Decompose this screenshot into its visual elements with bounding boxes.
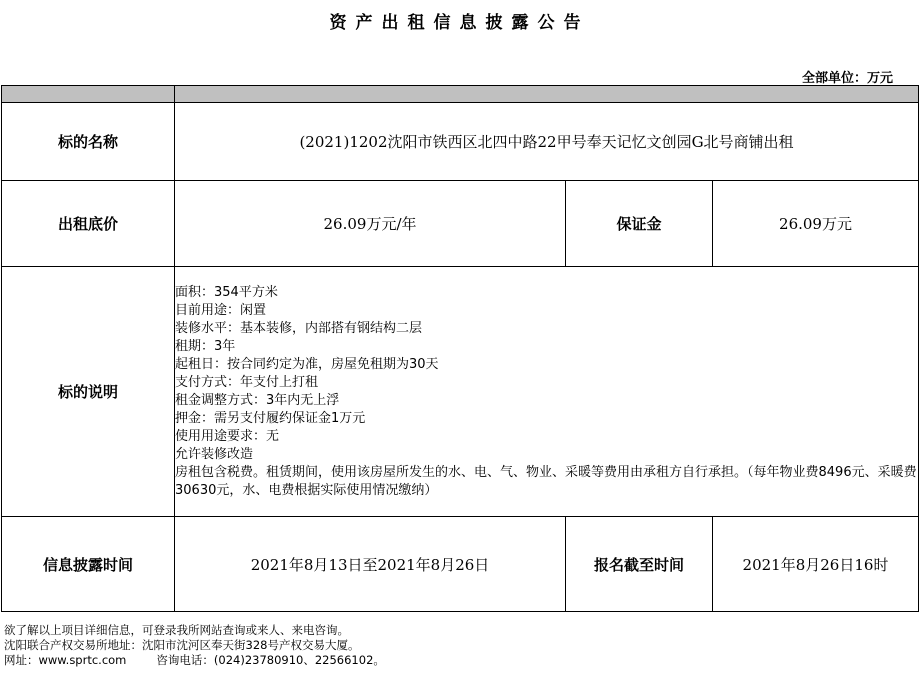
- footer-line-address: 沈阳联合产权交易所地址：沈阳市沈河区奉天街328号产权交易大厦。: [4, 638, 360, 652]
- footer-line-inquiry: 欲了解以上项目详细信息，可登录我所网站查询或来人、来电咨询。: [4, 623, 349, 637]
- deadline-label: 报名截至时间: [566, 517, 713, 612]
- row-description: [2, 267, 919, 517]
- deposit-label: 保证金: [566, 181, 713, 267]
- website-text: 网址：www.sprtc.com: [4, 653, 127, 667]
- header-cell: [175, 86, 919, 103]
- info-table: [1, 85, 919, 612]
- deposit-value: 26.09万元: [713, 181, 919, 267]
- name-label: 标的名称: [2, 103, 175, 181]
- description-label: 标的说明: [2, 267, 175, 517]
- description-line: 允许装修改造: [175, 446, 254, 462]
- description-line: 装修水平：基本装修，内部搭有钢结构二层: [175, 320, 423, 336]
- description-line: 租期：3年: [175, 338, 236, 354]
- footer-notes: [4, 623, 385, 668]
- disclosure-time-value: 2021年8月13日至2021年8月26日: [175, 517, 566, 612]
- description-line: 押金：需另支付履约保证金1万元: [175, 410, 366, 426]
- description-value: [175, 267, 919, 517]
- description-line: 目前用途：闲置: [175, 302, 267, 318]
- description-line: 房租包含税费。租赁期间，使用该房屋所发生的水、电、气、物业、采暖等费用由承租方自行承担。（每年物业费8496元、采暖费30630元，水、电费根据实际使用情况缴纳）: [175, 464, 917, 498]
- price-label: 出租底价: [2, 181, 175, 267]
- deadline-value: 2021年8月26日16时: [713, 517, 919, 612]
- name-value: (2021)1202沈阳市铁西区北四中路22甲号奉天记忆文创园G北号商铺出租: [175, 103, 919, 181]
- row-price: [2, 181, 919, 267]
- description-line: 租金调整方式：3年内无上浮: [175, 392, 340, 408]
- page-title: 资产出租信息披露公告: [329, 13, 590, 33]
- price-value: 26.09万元/年: [175, 181, 566, 267]
- phone-text: 咨询电话：(024)23780910、22566102。: [156, 653, 385, 667]
- row-name: [2, 103, 919, 181]
- unit-note: 全部单位：万元: [801, 71, 893, 86]
- disclosure-time-label: 信息披露时间: [2, 517, 175, 612]
- description-line: 支付方式：年支付上打租: [175, 374, 319, 390]
- description-line: 使用用途要求：无: [175, 428, 280, 444]
- description-line: 面积：354平方米: [175, 284, 278, 300]
- footer-line-contact: [4, 653, 385, 668]
- row-time: [2, 517, 919, 612]
- table-header-row: [2, 86, 919, 103]
- header-cell: [2, 86, 175, 103]
- description-line: 起租日：按合同约定为准，房屋免租期为30天: [175, 356, 439, 372]
